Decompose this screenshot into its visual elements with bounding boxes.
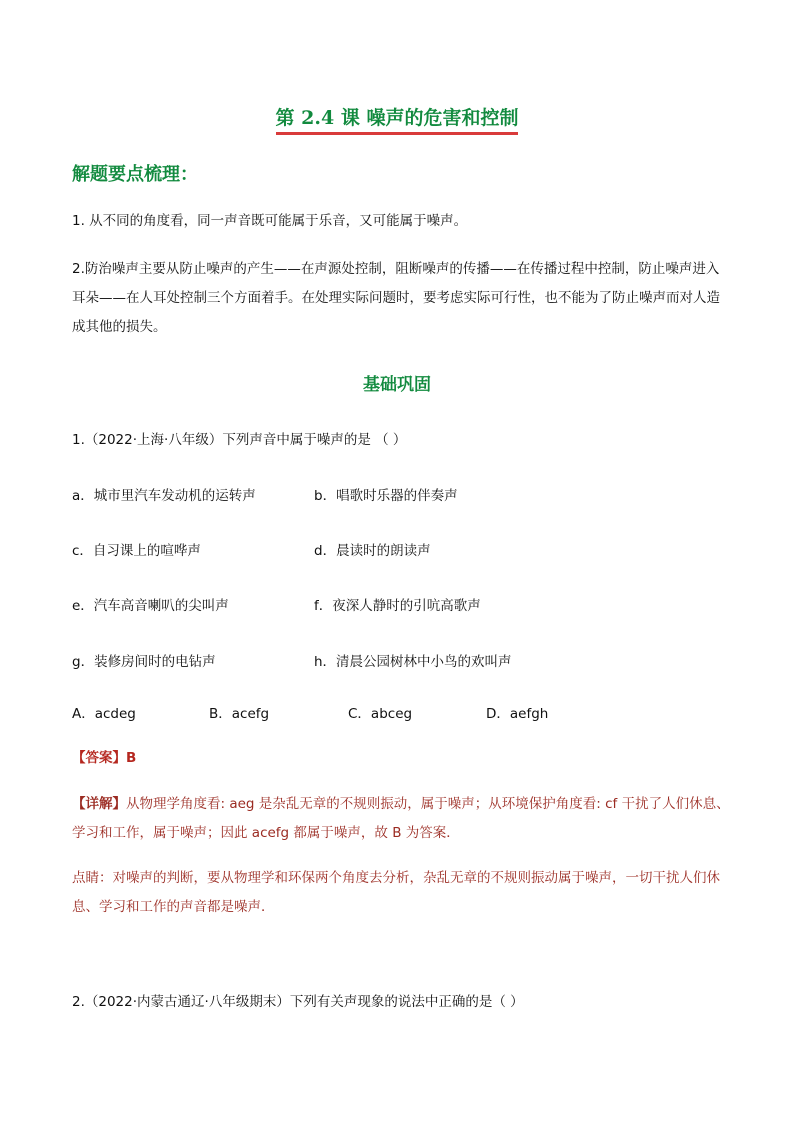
detail-label: 【详解】 bbox=[72, 796, 126, 812]
q1-item-f: f．夜深人静时的引吭高歌声 bbox=[314, 598, 481, 614]
q1-item-b: b．唱歌时乐器的伴奏声 bbox=[314, 488, 458, 504]
q1-note: 点睛：对噪声的判断，要从物理学和环保两个角度去分析，杂乱无章的不规则振动属于噪声，一切干扰人们休息、学习和工作的声音都是噪声． bbox=[72, 870, 720, 915]
q1-option-a: A．acdeg bbox=[72, 706, 136, 722]
point-2: 2.防治噪声主要从防止噪声的产生——在声源处控制，阻断噪声的传播——在传播过程中控制，防止噪声进入耳朵——在人耳处控制三个方面着手。在处理实际问题时，要考虑实际可行性，也不能为了防止噪声而对人造成其他的损失。 bbox=[72, 261, 720, 335]
q1-item-a: a．城市里汽车发动机的运转声 bbox=[72, 488, 256, 504]
q1-detail bbox=[72, 790, 732, 848]
answer-label: 【答案】 bbox=[72, 750, 126, 766]
question-2-stem: 2.（2022·内蒙古通辽·八年级期末）下列有关声现象的说法中正确的是（ ） bbox=[72, 994, 524, 1010]
q1-answer bbox=[72, 746, 136, 766]
basic-heading: 基础巩固 bbox=[363, 375, 431, 395]
q1-option-c: C．abceg bbox=[348, 706, 413, 722]
detail-text: 从物理学角度看: aeg 是杂乱无章的不规则振动，属于噪声；从环境保护角度看: cf 干扰了人们休息、学习和工作，属于噪声；因此 acefg 都属于噪声，故 B 为答案． bbox=[72, 796, 730, 841]
point-1: 1. 从不同的角度看，同一声音既可能属于乐音，又可能属于噪声。 bbox=[72, 213, 468, 229]
q1-item-g: g．装修房间时的电钻声 bbox=[72, 654, 216, 670]
q1-item-c: c．自习课上的喧哗声 bbox=[72, 543, 201, 559]
question-1-stem: 1.（2022·上海·八年级）下列声音中属于噪声的是 （ ） bbox=[72, 432, 407, 448]
q1-item-d: d．晨读时的朗读声 bbox=[314, 543, 431, 559]
q1-option-d: D．aefgh bbox=[486, 706, 549, 722]
page-title: 第 2.4 课 噪声的危害和控制 bbox=[0, 103, 794, 135]
answer-value: B bbox=[126, 750, 137, 766]
q1-item-e: e．汽车高音喇叭的尖叫声 bbox=[72, 598, 229, 614]
section-heading: 解题要点梳理： bbox=[72, 164, 198, 185]
q1-option-b: B．acefg bbox=[209, 706, 270, 722]
q1-item-h: h．清晨公园树林中小鸟的欢叫声 bbox=[314, 654, 512, 670]
